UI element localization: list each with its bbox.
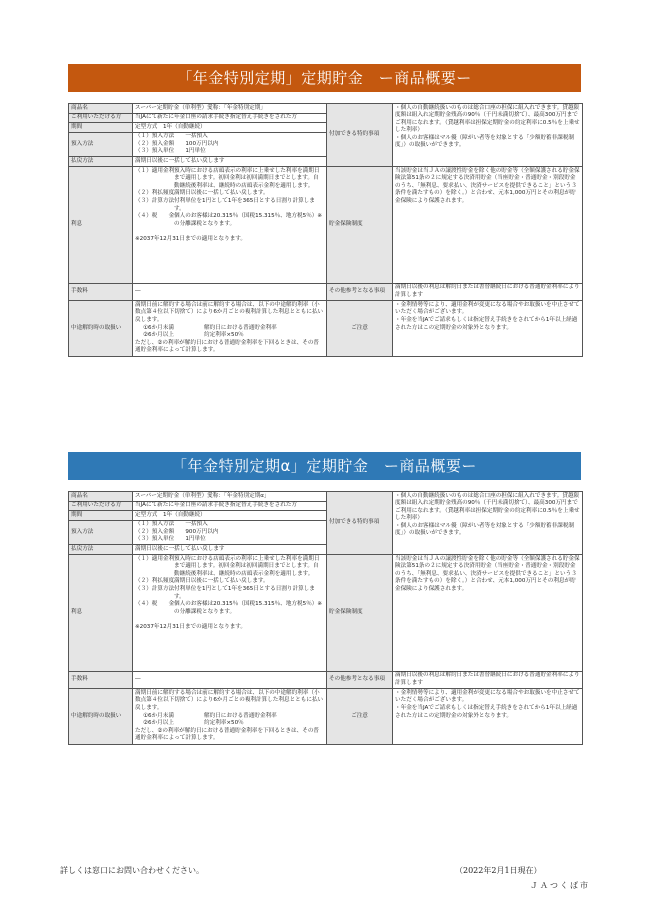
deposit-line: （３）預入単位 1円単位 — [135, 536, 206, 543]
row-value: スーパー定期貯金（単利型）愛称：「年金特別定期α」 — [133, 492, 327, 502]
row-value: 当JAにて新たに年金口座の請求手続き指定替え手続きをされた方 — [133, 501, 327, 511]
footer-date: （2022年2月1日現在） — [455, 866, 542, 875]
interest-value: 満期日以後に一括して払い戻します。 — [174, 190, 269, 197]
early-case-key: ①6か月未満 — [143, 712, 174, 719]
row-label: 手数料 — [69, 671, 133, 688]
interest-note: ※2037年12月31日までの適用となります。 — [135, 236, 247, 243]
early-case-key: ①6か月未満 — [143, 324, 174, 331]
row-label: 商品名 — [69, 492, 133, 502]
row-label: その他参考となる事項 — [327, 671, 393, 688]
row-label: ご利用いただける方 — [69, 501, 133, 511]
deposit-line: （２）預入金額 900万円以内 — [135, 528, 219, 535]
row-label: 利息 — [69, 554, 133, 671]
row-label: 付加できる特約事項 — [327, 104, 393, 167]
product-title: 「年金特別定期α」定期貯金 ー商品概要ー — [172, 457, 477, 475]
interest-key: （１）適用金利 — [135, 167, 175, 174]
deposit-line: （２）預入金額 100万円以内 — [135, 140, 219, 147]
addon-line: ・個人の自動継続扱いのものは総合口座の担保に組入れできます。貸越限度額は組入れ定期貯金残高の90％（千円未満切捨て）、最高300万円までご利用になれます。（貸越利率は担保定期貯金の約定利率に0.5％を上乗せした利率） — [395, 104, 580, 134]
row-label: 付加できる特約事項 — [327, 492, 393, 555]
row-label: 手数料 — [69, 283, 133, 300]
footer-organization: ＪＡつくば市 — [530, 881, 590, 890]
row-label: 預入方法 — [69, 132, 133, 157]
row-label: 中途解約時の取扱い — [69, 300, 133, 356]
row-value — [393, 300, 583, 356]
interest-value: 個人のお客様は20.315％（国税15.315％、地方税5％）※の分離課税となります。 — [174, 213, 323, 227]
row-value: 満期日以後に一括して払い戻します — [133, 545, 327, 555]
deposit-line: （１）預入方法 一括預入 — [135, 521, 208, 528]
row-value: 満期日以後に一括して払い戻します — [133, 157, 327, 167]
early-tail: ただし、②の利率が解約日における普通貯金利率を下回るときは、その普通貯金利率によって計算します。 — [135, 727, 320, 742]
deposit-line: （１）預入方法 一括預入 — [135, 133, 208, 140]
row-value — [133, 520, 327, 545]
early-tail: ただし、②の利率が解約日における普通貯金利率を下回るときは、その普通貯金利率によって計算します。 — [135, 339, 320, 354]
row-value: 定型方式 1年（自動継続） — [133, 511, 327, 521]
addon-line: ・個人の自動継続扱いのものは総合口座の担保に組入れできます。貸越限度額は組入れ定期貯金残高の90％（千円未満切捨て）、最高300万円までご利用になれます。（貸越利率は担保定期貯金の約定利率に0.5％を上乗せした利率） — [395, 492, 580, 522]
row-label: ご注意 — [327, 688, 393, 744]
row-label: 期間 — [69, 511, 133, 521]
product-title-banner — [68, 64, 581, 92]
interest-value: 預入時における店頭表示の利率に上乗せした利率を満期日まで適用します。初回金利は初回満期日までとします。自動継続後利率は、継続時の店頭表示金利を適用します。 — [174, 555, 320, 577]
early-case-value: 解約日における普通貯金利率 — [204, 712, 277, 719]
product-title-banner — [68, 452, 581, 480]
early-case-key: ②6か月以上 — [143, 332, 174, 339]
interest-key: （２）利払頻度 — [135, 578, 175, 585]
addon-line: ・個人のお客様はマル優（障がい者等を対象とする「少額貯蓄非課税制度」）の取扱いができます。 — [395, 522, 575, 537]
row-value: ― — [133, 671, 327, 688]
interest-key: （４）税 金 — [135, 601, 175, 608]
early-case-key: ②6か月以上 — [143, 720, 174, 727]
row-value: 当JAにて新たに年金口座の請求手続き指定替え手続きをされた方 — [133, 113, 327, 123]
interest-value: 付利単位を1円として1年を365日とする日割り計算します。 — [174, 198, 315, 212]
addon-line: ・個人のお客様はマル優（障がい者等を対象とする「少額貯蓄非課税制度」）の取扱いができます。 — [395, 134, 575, 149]
row-label: 中途解約時の取扱い — [69, 688, 133, 744]
row-value: 当該貯金は当ＪＡの譲渡性貯金を除く他の貯金等（全額保護される貯金保険法第51条の２に規定する決済用貯金（当座貯金・普通貯金・別段貯金のうち、「無利息、要求払い、決済サービスを提供できること」という３条件を満たすもの）を除く。）と合わせ、元本1,000万円とその利息が貯金保険により保護されます。 — [393, 166, 583, 283]
row-value — [393, 104, 583, 167]
row-label: 貯金保険制度 — [327, 554, 393, 671]
early-intro: 満期日前に解約する場合は前に解約する場合は、以下の中途解約利率（小数点第４位以下切捨て）により6か月ごとの複利計算した利息とともに払い戻します。 — [135, 689, 324, 712]
early-intro: 満期日前に解約する場合は前に解約する場合は、以下の中途解約利率（小数点第４位以下切捨て）により6か月ごとの複利計算した利息とともに払い戻します。 — [135, 301, 324, 324]
row-value: 満期日以後の利息は解約日または書替継続日における普通貯金利率により計算します — [393, 671, 583, 688]
caution-line: ・年金を当JAでご請求もしくは指定替え手続きをされてから1年以上経過された方はこの定期貯金の対象外となります。 — [395, 317, 578, 331]
row-label: ご注意 — [327, 300, 393, 356]
row-value — [393, 688, 583, 744]
interest-value: 満期日以後に一括して払い戻します。 — [174, 578, 269, 585]
row-label: 払戻方法 — [69, 545, 133, 555]
table-row — [69, 492, 583, 502]
row-value — [133, 554, 327, 671]
interest-value: 個人のお客様は20.315％（国税15.315％、地方税5％）※の分離課税となります。 — [174, 601, 323, 615]
row-value: スーパー定期貯金（単利型）愛称：「年金特別定期」 — [133, 104, 327, 114]
row-value — [133, 300, 327, 356]
row-label: 期間 — [69, 123, 133, 133]
interest-items — [135, 168, 324, 228]
row-value — [133, 688, 327, 744]
table-row — [69, 671, 583, 688]
row-value: ― — [133, 283, 327, 300]
deposit-line: （３）預入単位 1円単位 — [135, 148, 206, 155]
interest-key: （２）利払頻度 — [135, 190, 175, 197]
row-label: 利息 — [69, 166, 133, 283]
footer-note: 詳しくは窓口にお問い合わせください。 — [60, 866, 204, 875]
interest-key: （１）適用金利 — [135, 555, 175, 562]
early-cases — [135, 713, 324, 728]
table-row — [69, 688, 583, 744]
row-value — [393, 492, 583, 555]
table-row — [69, 300, 583, 356]
caution-line: ・年金を当JAでご請求もしくは指定替え手続きをされてから1年以上経過された方はこの定期貯金の対象外となります。 — [395, 705, 578, 719]
interest-key: （３）計算方法 — [135, 198, 175, 205]
interest-note: ※2037年12月31日までの適用となります。 — [135, 624, 247, 631]
interest-key: （３）計算方法 — [135, 586, 175, 593]
table-row — [69, 104, 583, 114]
early-case-value: 約定利率×50％ — [204, 720, 244, 727]
row-label: 貯金保険制度 — [327, 166, 393, 283]
early-cases — [135, 325, 324, 340]
row-value: 満期日以後の利息は解約日または書替継続日における普通貯金利率により計算します — [393, 283, 583, 300]
interest-key: （４）税 金 — [135, 213, 175, 220]
table-row — [69, 283, 583, 300]
row-value: 当該貯金は当ＪＡの譲渡性貯金を除く他の貯金等（全額保護される貯金保険法第51条の２に規定する決済用貯金（当座貯金・普通貯金・別段貯金のうち、「無利息、要求払い、決済サービスを提供できること」という３条件を満たすもの）を除く。）と合わせ、元本1,000万円とその利息が貯金保険により保護されます。 — [393, 554, 583, 671]
row-value — [133, 166, 327, 283]
early-case-value: 約定利率×50％ — [204, 332, 244, 339]
interest-value: 付利単位を1円として1年を365日とする日割り計算します。 — [174, 586, 315, 600]
row-label: 商品名 — [69, 104, 133, 114]
interest-value: 預入時における店頭表示の利率に上乗せした利率を満期日まで適用します。初回金利は初回満期日までとします。自動継続後利率は、継続時の店頭表示金利を適用します。 — [174, 167, 320, 189]
caution-line: ・金利情勢等により、適用金利が変更になる場合やお取扱いを中止させていただく場合がございます。 — [395, 301, 580, 316]
row-label: 預入方法 — [69, 520, 133, 545]
row-value — [133, 132, 327, 157]
interest-items — [135, 556, 324, 616]
row-label: 払戻方法 — [69, 157, 133, 167]
row-value: 定型方式 1年（自動継続） — [133, 123, 327, 133]
product-summary-table — [68, 103, 583, 357]
product-title: 「年金特別定期」定期貯金 ー商品概要ー — [177, 69, 472, 87]
caution-line: ・金利情勢等により、適用金利が変更になる場合やお取扱いを中止させていただく場合がございます。 — [395, 689, 580, 704]
product-summary-table — [68, 491, 583, 745]
early-case-value: 解約日における普通貯金利率 — [204, 324, 277, 331]
row-label: ご利用いただける方 — [69, 113, 133, 123]
row-label: その他参考となる事項 — [327, 283, 393, 300]
